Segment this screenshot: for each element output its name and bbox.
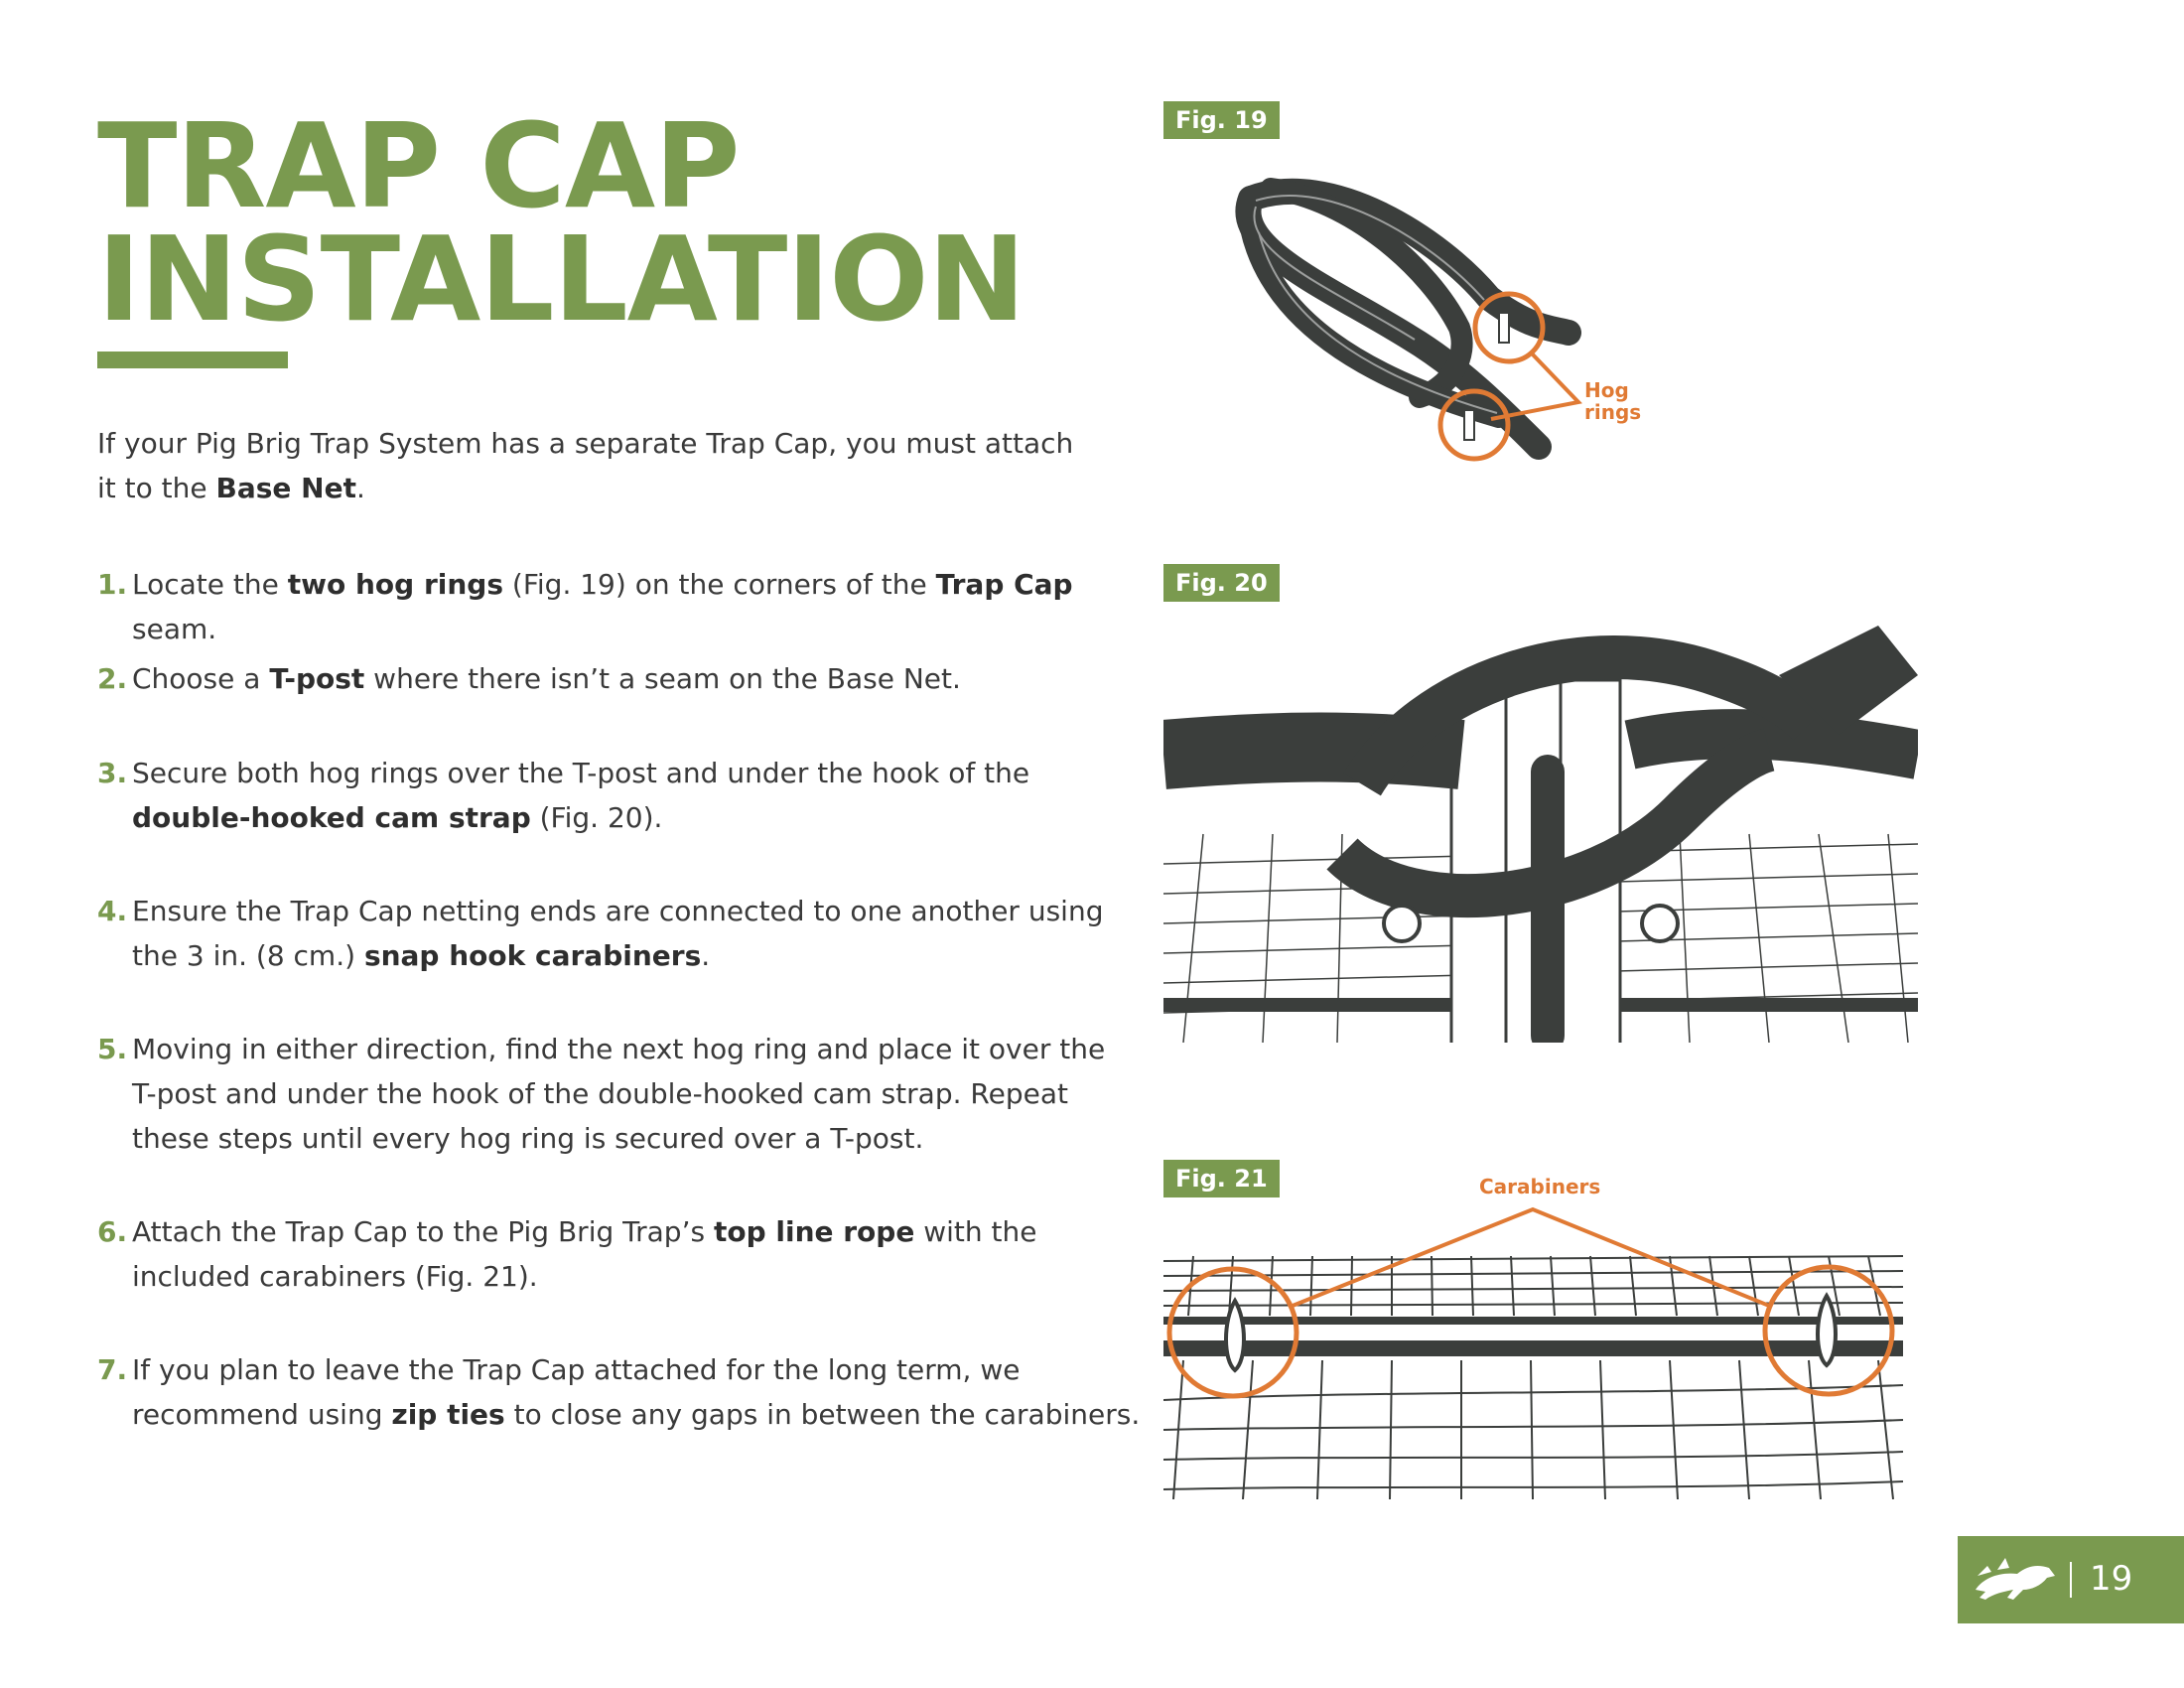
step-number: 3. <box>97 757 128 789</box>
step-bold-term: top line rope <box>713 1215 915 1248</box>
step-text <box>132 562 1155 651</box>
step-bold-term: Trap Cap <box>935 568 1073 601</box>
page-title-line-1: TRAP CAP <box>97 97 740 234</box>
step-item <box>97 751 1155 840</box>
step-text-segment: Secure both hog rings over the T-post and under the hook of the <box>132 757 1030 789</box>
step-text <box>132 1347 1155 1437</box>
hog-rings-rope-illustration <box>1211 159 1628 477</box>
footer-separator <box>2070 1562 2072 1598</box>
step-text <box>132 656 1155 701</box>
step-text-segment: T-post and under the hook of the double-hooked cam strap. Repeat <box>132 1077 1068 1110</box>
step-text-segment: Ensure the Trap Cap netting ends are connected to one another using <box>132 895 1104 927</box>
step-text <box>132 889 1155 978</box>
step-bold-term: double-hooked cam strap <box>132 801 531 834</box>
step-text-segment: the 3 in. (8 cm.) <box>132 939 364 972</box>
step-text-segment: recommend using <box>132 1398 392 1431</box>
intro-text: If your Pig Brig Trap System has a separate Trap Cap, you must attach it to the <box>97 427 1074 504</box>
fig-19-label: Fig. 19 <box>1163 101 1280 139</box>
carabiner-icon <box>1226 1296 1836 1370</box>
step-text <box>132 751 1155 840</box>
hog-rings-callout-line-1: Hog <box>1584 378 1629 402</box>
t-post-cam-strap-illustration <box>1163 606 1918 1043</box>
step-bold-term: snap hook carabiners <box>363 939 702 972</box>
step-bold-term: zip ties <box>391 1398 505 1431</box>
intro-text-end: . <box>355 472 365 504</box>
step-text-segment: seam. <box>132 613 217 645</box>
step-text-segment: with the <box>914 1215 1037 1248</box>
step-text-segment: Moving in either direction, find the next hog ring and place it over the <box>132 1033 1106 1065</box>
title-underline <box>97 352 288 368</box>
carabiners-netting-illustration <box>1163 1201 1918 1499</box>
step-item <box>97 656 1155 701</box>
step-text-segment: Attach the Trap Cap to the Pig Brig Trap’s <box>132 1215 714 1248</box>
step-number: 7. <box>97 1353 128 1386</box>
step-text-segment: (Fig. 19) on the corners of the <box>503 568 936 601</box>
step-text-segment: Locate the <box>132 568 288 601</box>
step-text-segment: included carabiners (Fig. 21). <box>132 1260 538 1293</box>
page-title-line-2: INSTALLATION <box>97 211 1025 348</box>
carabiners-callout: Carabiners <box>1479 1175 1601 1198</box>
step-number: 1. <box>97 568 128 601</box>
step-item <box>97 562 1155 651</box>
step-bold-term: two hog rings <box>287 568 503 601</box>
step-text-segment: Choose a <box>132 662 270 695</box>
step-text-segment: . <box>701 939 711 972</box>
step-item <box>97 1209 1155 1299</box>
step-text-segment: (Fig. 20). <box>530 801 663 834</box>
page-title <box>97 97 1025 348</box>
step-item <box>97 1347 1155 1437</box>
step-text-segment: to close any gaps in between the carabiners. <box>504 1398 1141 1431</box>
step-text-segment: If you plan to leave the Trap Cap attached for the long term, we <box>132 1353 1021 1386</box>
hog-rings-callout-line-2: rings <box>1584 400 1642 424</box>
fig-21-label: Fig. 21 <box>1163 1160 1280 1197</box>
intro-paragraph <box>97 421 1080 510</box>
step-text-segment: these steps until every hog ring is secured over a T-post. <box>132 1122 924 1155</box>
step-number: 5. <box>97 1033 128 1065</box>
step-text <box>132 1027 1155 1161</box>
running-pig-logo-icon <box>1970 1548 2059 1612</box>
step-text-segment: where there isn’t a seam on the Base Net. <box>364 662 961 695</box>
hog-rings-callout <box>1584 379 1641 423</box>
step-text <box>132 1209 1155 1299</box>
step-item <box>97 889 1155 978</box>
step-number: 2. <box>97 662 128 695</box>
step-number: 4. <box>97 895 128 927</box>
intro-bold-term: Base Net <box>215 472 356 504</box>
step-number: 6. <box>97 1215 128 1248</box>
step-bold-term: T-post <box>269 662 365 695</box>
fig-20-label: Fig. 20 <box>1163 564 1280 602</box>
page-footer-badge <box>1958 1536 2184 1623</box>
step-item <box>97 1027 1155 1161</box>
page-number: 19 <box>2090 1559 2133 1599</box>
